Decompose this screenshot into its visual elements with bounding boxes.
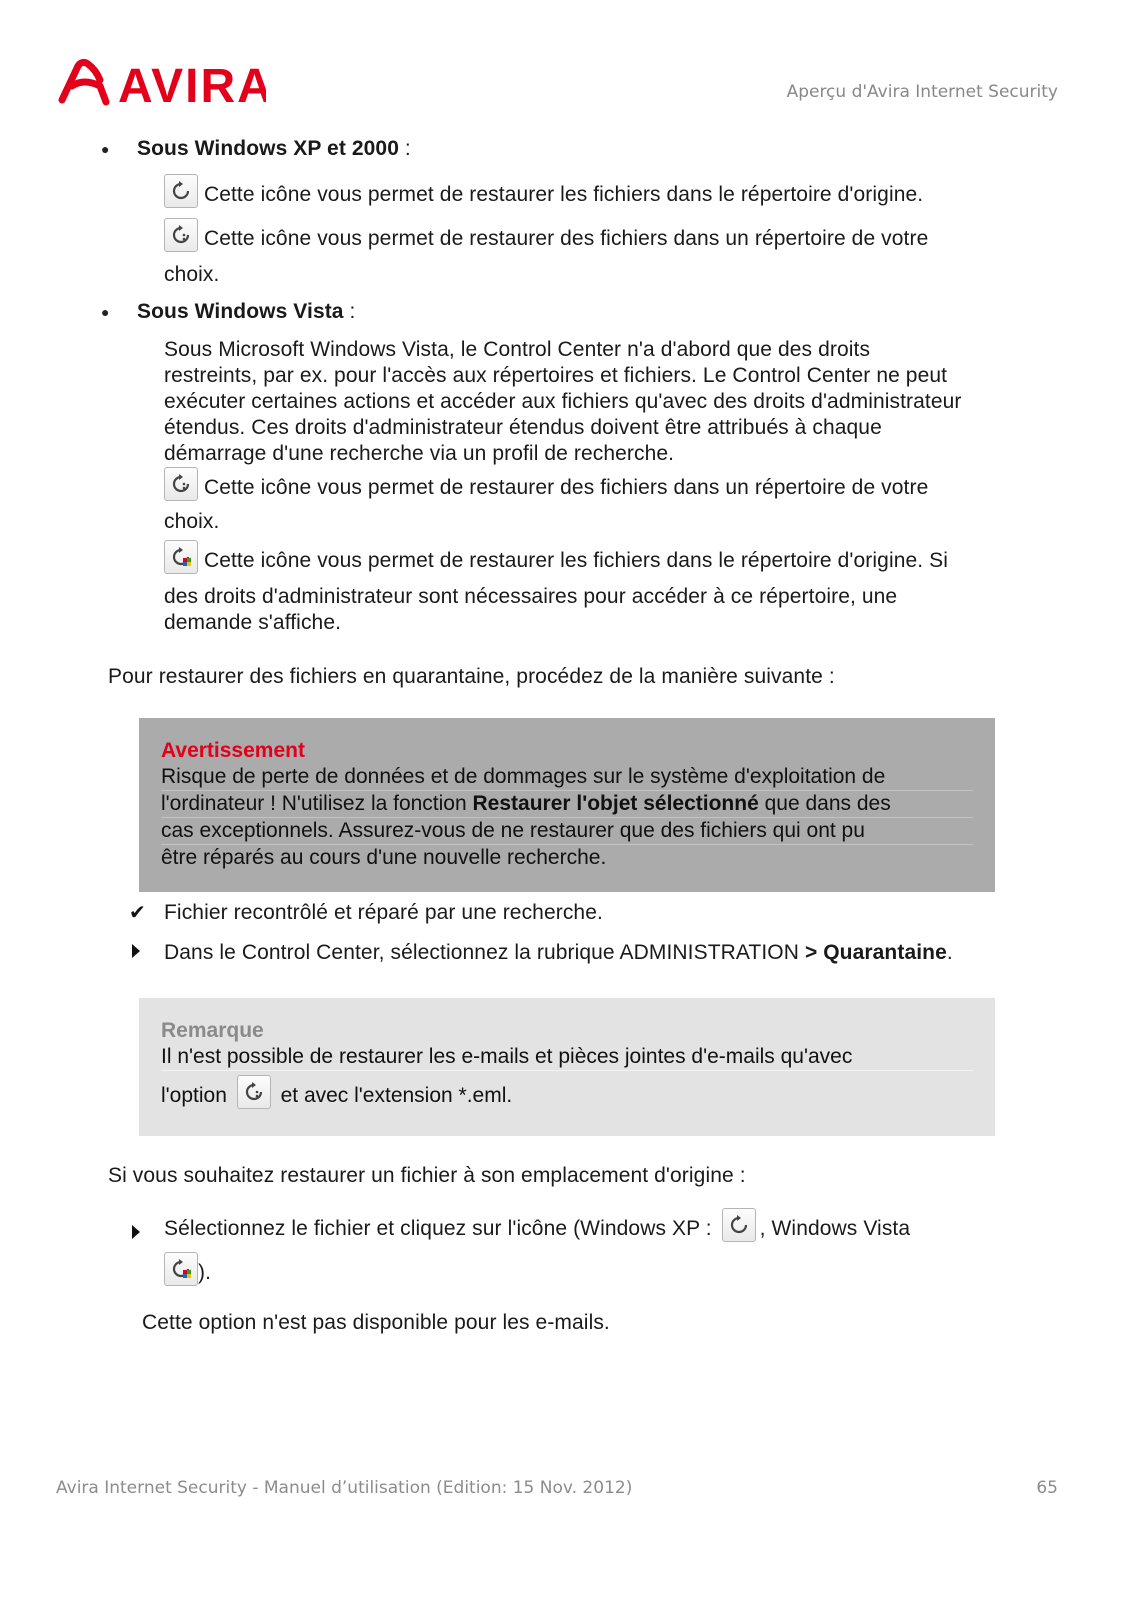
- vista-para-line: Sous Microsoft Windows Vista, le Control Center n'a d'abord que des droits: [164, 338, 871, 361]
- xp-label-tail: :: [398, 137, 411, 160]
- step-quarantine: [164, 940, 953, 966]
- vista-item1-line2: choix.: [164, 510, 220, 533]
- vista-para-line: étendus. Ces droits d'administrateur étendus doivent être attribués à chaque: [164, 416, 882, 439]
- warning-line: être réparés au cours d'une nouvelle recherche.: [161, 846, 607, 869]
- logo-text: AVIRA: [118, 60, 266, 108]
- warning-line: Risque de perte de données et de dommages sur le système d'exploitation de: [161, 764, 973, 791]
- xp-item-restore-to: [164, 218, 928, 252]
- vista-item-restore-admin: [164, 540, 948, 574]
- warning-box: [139, 718, 995, 892]
- restore-icon[interactable]: [722, 1208, 756, 1242]
- check-icon: ✔: [129, 902, 146, 924]
- step1-pre: Dans le Control Center, sélectionnez la rubrique ADMINISTRATION: [164, 941, 805, 964]
- vista-item-restore-to: [164, 467, 928, 501]
- xp-section-label: [137, 136, 411, 162]
- restore-admin-icon[interactable]: [164, 1252, 198, 1286]
- arrow-right-icon: [131, 1221, 141, 1247]
- restore-icon[interactable]: [164, 174, 198, 208]
- step-end: ).: [198, 1261, 212, 1284]
- avira-umbrella-icon: [56, 56, 266, 108]
- note-title: Remarque: [161, 1019, 264, 1042]
- xp-item-restore: [164, 174, 923, 208]
- vista-paragraph: [164, 337, 962, 467]
- procedure-intro: Pour restaurer des fichiers en quarantaine, procédez de la manière suivante :: [108, 665, 835, 688]
- note-line2-pre: l'option: [161, 1084, 227, 1107]
- warning-line2-bold: Restaurer l'objet sélectionné: [472, 792, 759, 815]
- running-title: Aperçu d'Avira Internet Security: [786, 82, 1058, 102]
- vista-para-line: restreints, par ex. pour l'accès aux répertoires et fichiers. Le Control Center ne peut: [164, 364, 948, 387]
- warning-line2-pre: l'ordinateur ! N'utilisez la fonction: [161, 792, 473, 815]
- note-line: Il n'est possible de restaurer les e-mails et pièces jointes d'e-mails qu'avec: [161, 1044, 973, 1071]
- xp-item2-line1: Cette icône vous permet de restaurer des fichiers dans un répertoire de votre: [203, 227, 929, 250]
- step-pre: Sélectionnez le fichier et cliquez sur l'icône (Windows XP :: [164, 1217, 712, 1240]
- restore-to-icon[interactable]: [237, 1075, 271, 1109]
- vista-item1-line1: Cette icône vous permet de restaurer des fichiers dans un répertoire de votre: [203, 476, 929, 499]
- original-location-step: [164, 1208, 910, 1242]
- restore-admin-icon[interactable]: [164, 540, 198, 574]
- note-box: [139, 998, 995, 1136]
- warning-line: cas exceptionnels. Assurez-vous de ne restaurer que des fichiers qui ont pu: [161, 818, 973, 845]
- warning-line: [161, 791, 973, 818]
- restore-to-icon[interactable]: [164, 218, 198, 252]
- restore-to-icon[interactable]: [164, 467, 198, 501]
- note-line: [161, 1071, 973, 1109]
- vista-label-bold: Sous Windows Vista: [137, 300, 344, 323]
- vista-para-line: démarrage d'une recherche via un profil de recherche.: [164, 442, 675, 465]
- original-location-step-line2: [164, 1252, 211, 1286]
- avira-logo: [56, 56, 266, 108]
- bullet-dot-icon: ●: [101, 141, 110, 157]
- warning-title: Avertissement: [161, 739, 305, 762]
- vista-item2-line3: demande s'affiche.: [164, 611, 342, 634]
- check-item: Fichier recontrôlé et réparé par une recherche.: [164, 901, 603, 924]
- step1-post: .: [946, 941, 953, 964]
- vista-section-label: [137, 299, 355, 325]
- step-mid: , Windows Vista: [759, 1217, 911, 1240]
- xp-item2-line2: choix.: [164, 263, 220, 286]
- vista-item2-line1: Cette icône vous permet de restaurer les fichiers dans le répertoire d'origine. Si: [203, 549, 949, 572]
- vista-label-tail: :: [343, 300, 356, 323]
- original-location-intro: Si vous souhaitez restaurer un fichier à son emplacement d'origine :: [108, 1164, 746, 1187]
- bullet-dot-icon: ●: [101, 304, 110, 320]
- page-number: 65: [1036, 1478, 1058, 1498]
- arrow-right-icon: [131, 940, 141, 966]
- original-location-note: Cette option n'est pas disponible pour les e-mails.: [142, 1311, 610, 1334]
- warning-line2-post: que dans des: [758, 792, 891, 815]
- footer-text: Avira Internet Security - Manuel d’utilisation (Edition: 15 Nov. 2012): [56, 1478, 633, 1498]
- xp-label-bold: Sous Windows XP et 2000: [137, 137, 399, 160]
- vista-item2-line2: des droits d'administrateur sont nécessaires pour accéder à ce répertoire, une: [164, 585, 898, 608]
- note-line2-post: et avec l'extension *.eml.: [280, 1084, 513, 1107]
- vista-para-line: exécuter certaines actions et accéder aux fichiers qu'avec des droits d'administrateur: [164, 390, 962, 413]
- step1-bold: > Quarantaine: [804, 941, 947, 964]
- xp-item1-text: Cette icône vous permet de restaurer les fichiers dans le répertoire d'origine.: [203, 183, 924, 206]
